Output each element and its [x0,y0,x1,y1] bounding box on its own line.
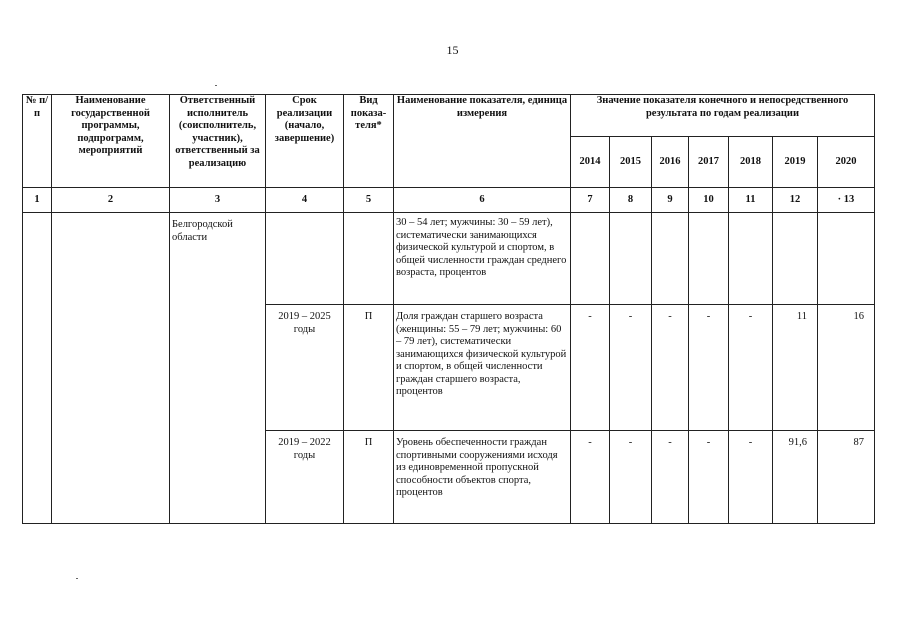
table-row [23,213,875,305]
column-number: 9 [652,188,689,213]
header-indicator-name: Наименование показателя, единица измерения [394,95,571,188]
program-name-cell [52,213,170,524]
scan-speck [215,85,217,86]
period-cell: 2019 – 2022 годы [266,431,344,524]
year-header: 2020 [818,137,875,188]
executor-cell: Белгородской области [170,213,266,524]
page-number: 15 [446,43,459,57]
scan-speck [76,578,78,579]
header-executor: Ответственный исполнитель (соисполнитель, участник), ответственный за реализацию [170,95,266,188]
year-header: 2016 [652,137,689,188]
header-number: № п/п [23,95,52,188]
value-cell: - [689,305,729,431]
column-number: 3 [170,188,266,213]
value-cell: 11 [773,305,818,431]
value-cell: - [610,305,652,431]
header-period: Срок реализации (начало, завершение) [266,95,344,188]
value-cell: - [689,431,729,524]
period-cell [266,213,344,305]
year-header: 2014 [571,137,610,188]
value-cell [652,213,689,305]
value-cell: - [652,431,689,524]
indicator-cell: Уровень обеспеченности граждан спортивными сооружениями исходя из единовременной пропускной способности объектов спорта, процентов [394,431,571,524]
value-cell: - [571,305,610,431]
year-header: 2017 [689,137,729,188]
year-header: 2018 [729,137,773,188]
column-number: 8 [610,188,652,213]
type-cell: П [344,305,394,431]
header-program-name: Наименование государственной программы, подпрограмм, мероприятий [52,95,170,188]
column-number: 2 [52,188,170,213]
year-header: 2015 [610,137,652,188]
header-values-group: Значение показателя конечного и непосредственного результата по годам реализации [571,95,875,137]
value-cell: - [729,305,773,431]
column-number: · 13 [818,188,875,213]
value-cell [571,213,610,305]
value-cell [610,213,652,305]
column-number: 12 [773,188,818,213]
indicator-cell: 30 – 54 лет; мужчины: 30 – 59 лет), систематически занимающихся физической культурой и спортом, в общей численности граждан среднего возраста, процентов [394,213,571,305]
value-cell: - [571,431,610,524]
value-cell: 16 [818,305,875,431]
value-cell [773,213,818,305]
value-cell: 91,6 [773,431,818,524]
row-number-cell [23,213,52,524]
column-number: 10 [689,188,729,213]
type-cell [344,213,394,305]
type-cell: П [344,431,394,524]
value-cell: 87 [818,431,875,524]
numbering-row [23,188,875,213]
header-indicator-type: Вид показа-теля* [344,95,394,188]
value-cell [689,213,729,305]
indicator-cell: Доля граждан старшего возраста (женщины: 55 – 79 лет; мужчины: 60 – 79 лет), систематически занимающихся физической культурой и спортом, в общей численности граждан старшего возраста, процентов [394,305,571,431]
value-cell: - [610,431,652,524]
column-number: 6 [394,188,571,213]
column-number: 5 [344,188,394,213]
value-cell: - [652,305,689,431]
period-cell: 2019 – 2025 годы [266,305,344,431]
column-number: 4 [266,188,344,213]
value-cell [818,213,875,305]
value-cell [729,213,773,305]
column-number: 11 [729,188,773,213]
column-number: 1 [23,188,52,213]
value-cell: - [729,431,773,524]
column-number: 7 [571,188,610,213]
year-header: 2019 [773,137,818,188]
indicator-table [22,94,875,524]
